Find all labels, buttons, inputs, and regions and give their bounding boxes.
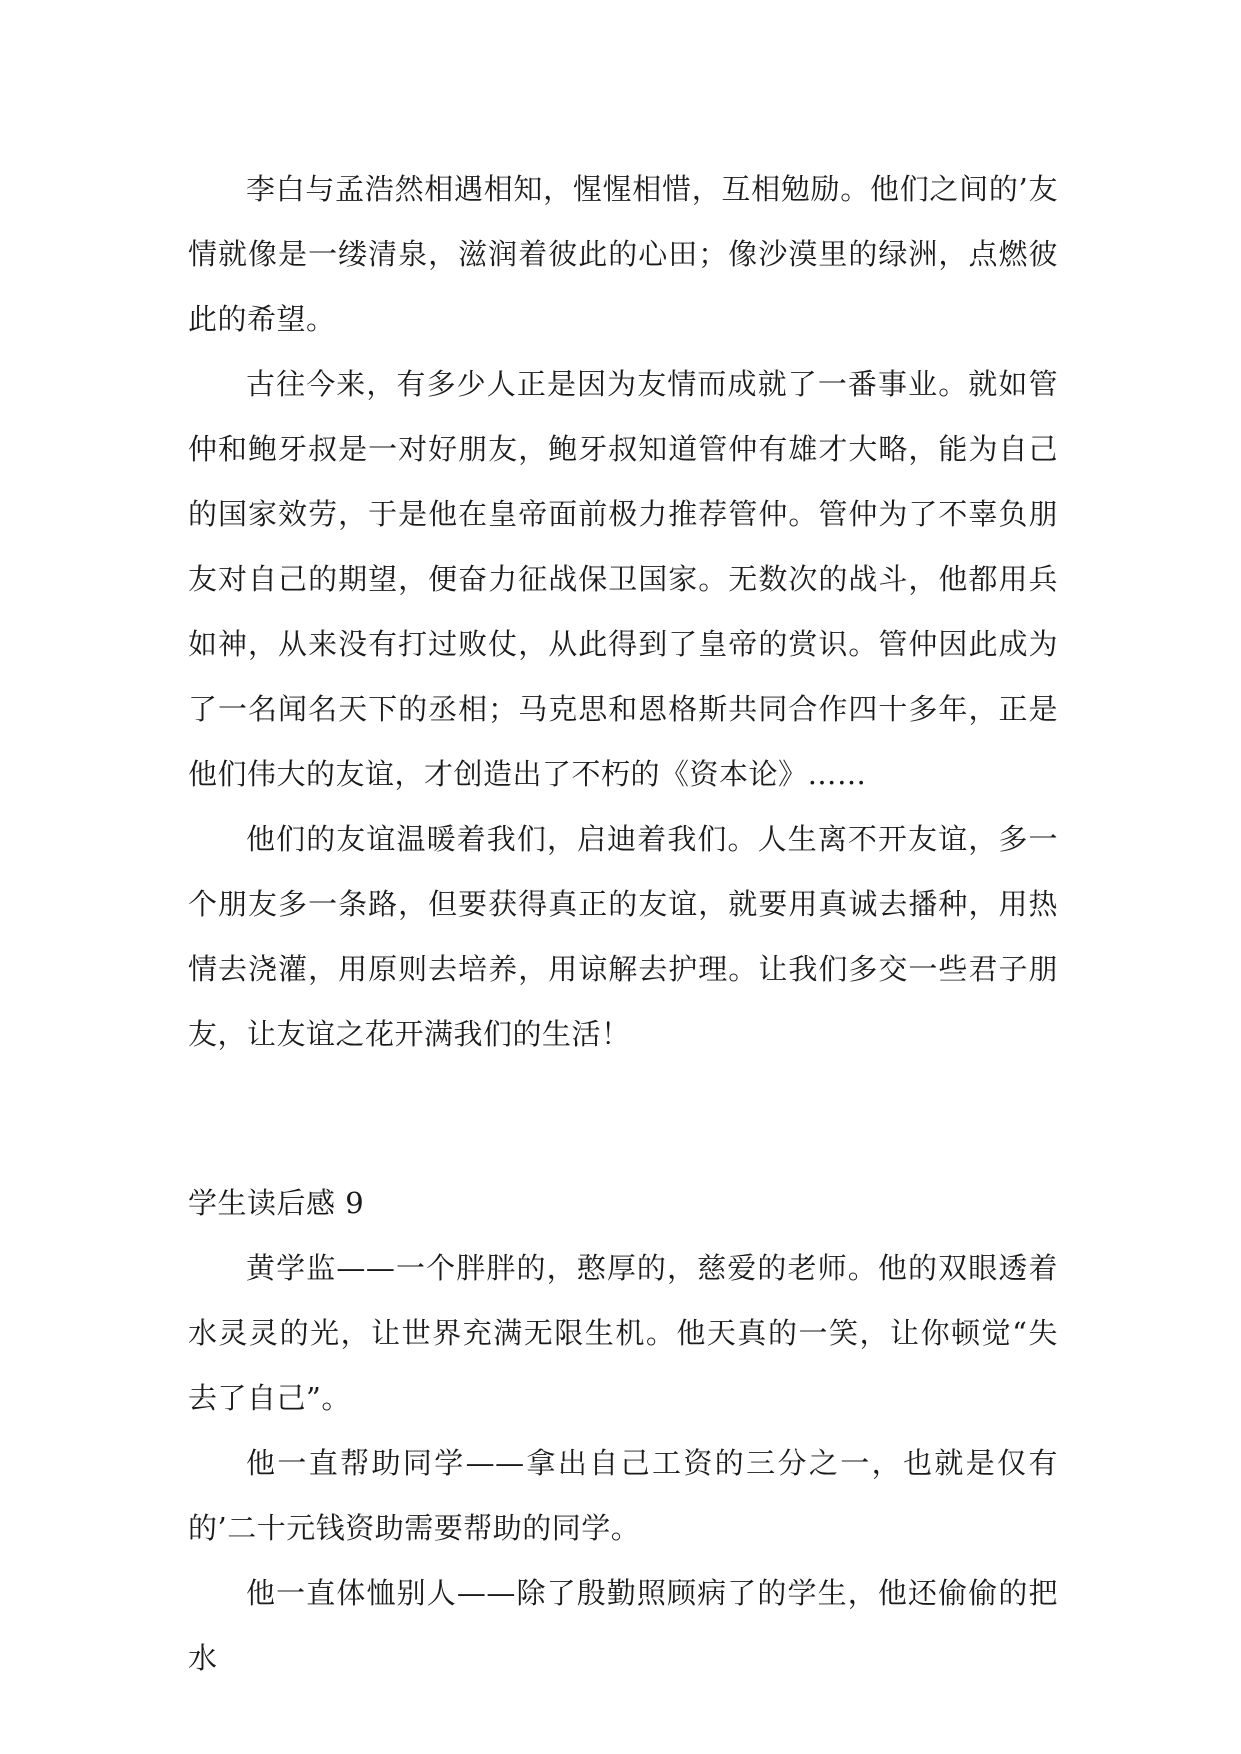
paragraph-teacher-huang-intro: 黄学监——一个胖胖的，憨厚的，慈爱的老师。他的双眼透着水灵灵的光，让世界充满无限生机。他天真的一笑，让你顿觉“失去了自己”。 xyxy=(188,1251,1058,1415)
paragraph-li-bai-meng-haoran: 李白与孟浩然相遇相知，惺惺相惜，互相勉励。他们之间的’友情就像是一缕清泉，滋润着彼此的心田；像沙漠里的绿洲，点燃彼此的希望。 xyxy=(188,172,1058,336)
paragraph-guan-zhong-bao-shuya: 古往今来，有多少人正是因为友情而成就了一番事业。就如管仲和鲍牙叔是一对好朋友，鲍牙叔知道管仲有雄才大略，能为自己的国家效劳，于是他在皇帝面前极力推荐管仲。管仲为了不辜负朋友对自己的期望，便奋力征战保卫国家。无数次的战斗，他都用兵如神，从来没有打过败仗，从此得到了皇帝的赏识。管仲因此成为了一名闻名天下的丞相；马克思和恩格斯共同合作四十多年，正是他们伟大的友谊，才创造出了不朽的《资本论》…… xyxy=(188,367,1058,791)
paragraph-teacher-cares-others: 他一直体恤别人——除了殷勤照顾病了的学生，他还偷偷的把水 xyxy=(188,1576,1058,1675)
paragraph-friendship-conclusion: 他们的友谊温暖着我们，启迪着我们。人生离不开友谊，多一个朋友多一条路，但要获得真正的友谊，就要用真诚去播种，用热情去浇灌，用原则去培养，用谅解去护理。让我们多交一些君子朋友，让友谊之花开满我们的生活！ xyxy=(188,822,1058,1051)
paragraph-teacher-helps-students: 他一直帮助同学——拿出自己工资的三分之一，也就是仅有的’二十元钱资助需要帮助的同学。 xyxy=(188,1446,1058,1545)
section-heading: 学生读后感 9 xyxy=(188,1186,365,1220)
document-body xyxy=(188,157,1058,1691)
